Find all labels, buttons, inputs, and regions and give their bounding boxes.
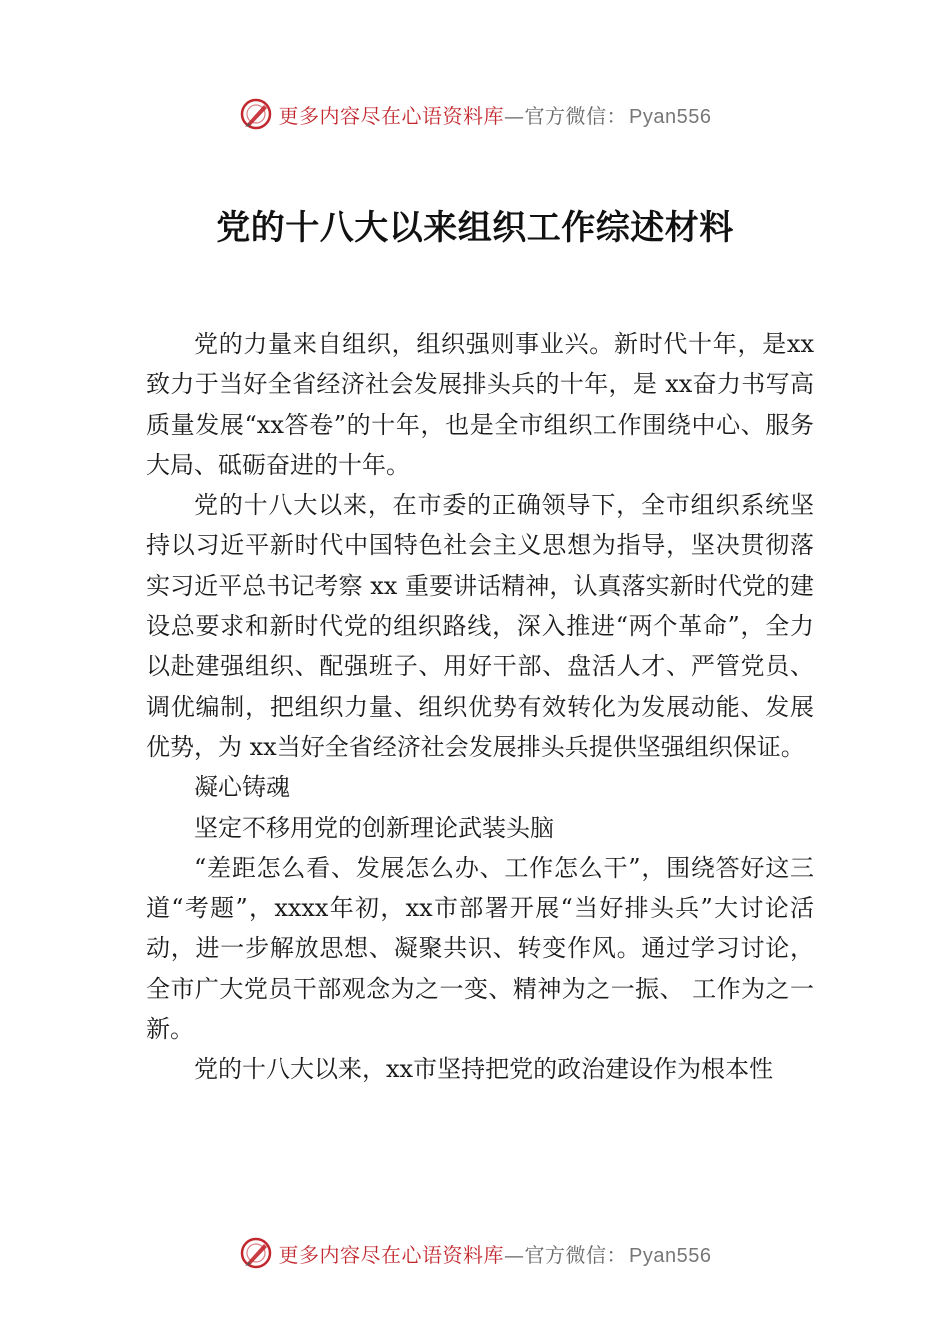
- watermark-header: [0, 92, 950, 136]
- document-body: [146, 324, 814, 1090]
- section-subheading: 坚定不移用党的创新理论武装头脑: [194, 813, 554, 842]
- paragraph: 党的十八大以来，在市委的正确领导下，全市组织系统坚持以习近平新时代中国特色社会主义思想为指导，坚决贯彻落实习近平总书记考察 xx 重要讲话精神，认真落实新时代党的建设总要求和新时代党的组织路线，深入推进“两个革命”，全力以赴建强组织、配强班子、用好干部、盘活人才、严管党员、调优编制，把组织力量、组织优势有效转化为发展动能、发展优势，为 xx当好全省经济社会发展排头兵提供坚强组织保证。: [146, 491, 814, 761]
- watermark-text: [279, 100, 712, 129]
- watermark-footer: [0, 1231, 950, 1275]
- paragraph: 党的力量来自组织，组织强则事业兴。新时代十年，是xx致力于当好全省经济社会发展排头兵的十年，是 xx奋力书写高质量发展“xx答卷”的十年，也是全市组织工作围绕中心、服务大局、砥砺奋进的十年。: [146, 330, 814, 479]
- paragraph: “差距怎么看、发展怎么办、工作怎么干”，围绕答好这三道“考题”，xxxx年初，xx市部署开展“当好排头兵”大讨论活动，进一步解放思想、凝聚共识、转变作风。通过学习讨论，全市广大党员干部观念为之一变、精神为之一振、 工作为之一新。: [146, 853, 814, 1044]
- paragraph: 党的十八大以来，xx市坚持把党的政治建设作为根本性: [194, 1055, 774, 1084]
- pen-seal-icon: [239, 97, 273, 131]
- pen-seal-icon: [239, 1236, 273, 1270]
- watermark-label: —官方微信：: [504, 1242, 628, 1267]
- section-heading: 凝心铸魂: [194, 773, 290, 802]
- watermark-slogan: 更多内容尽在心语资料库: [278, 1242, 505, 1267]
- watermark-text: [279, 1239, 712, 1268]
- watermark-label: —官方微信：: [504, 103, 628, 128]
- watermark-slogan: 更多内容尽在心语资料库: [278, 103, 505, 128]
- document-title: 党的十八大以来组织工作综述材料: [216, 208, 734, 248]
- watermark-wechat-id: Pyan556: [629, 105, 712, 128]
- watermark-wechat-id: Pyan556: [629, 1244, 712, 1267]
